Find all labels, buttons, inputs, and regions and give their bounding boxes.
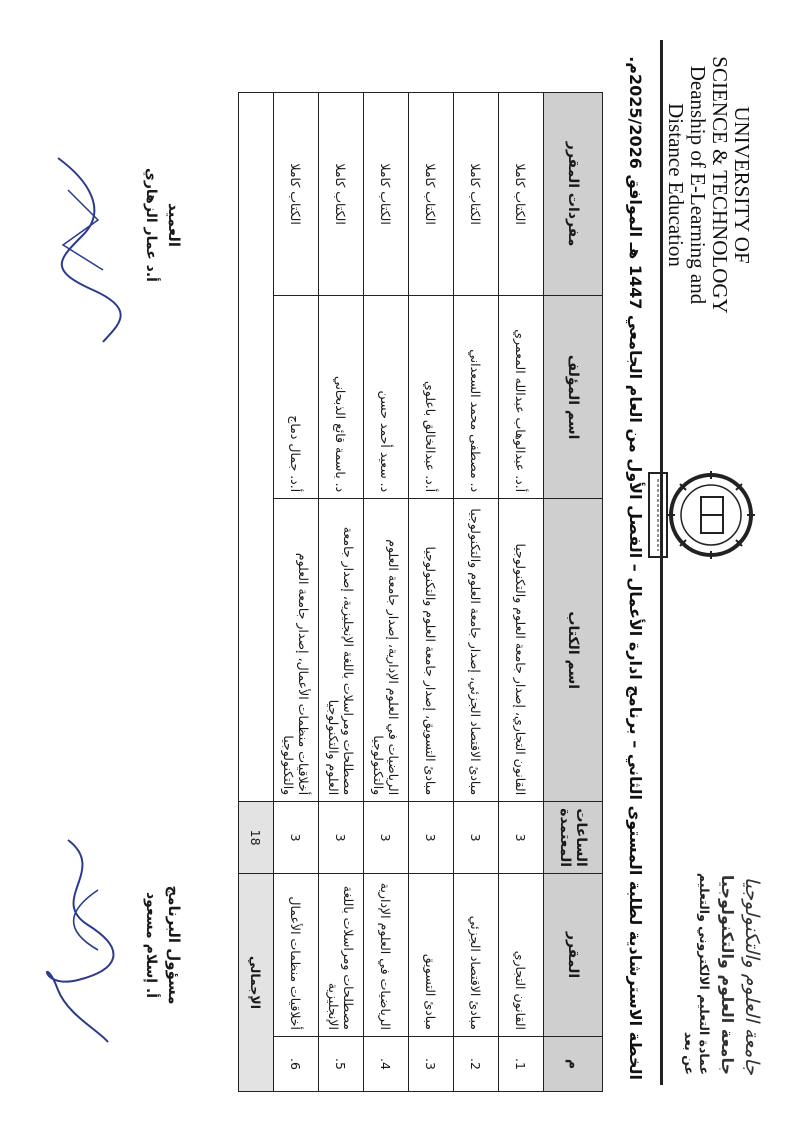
total-hours: 18 xyxy=(239,802,274,874)
cell-course: الرياضيات في العلوم الإدارية xyxy=(364,874,409,1037)
dean-role: العميد xyxy=(165,202,183,248)
cell-book: مصطلحات ومراسلات باللغة الإنجليزية، إصدار جامعة العلوم والتكنولوجيا xyxy=(319,499,364,802)
cell-course: أخلاقيات منظمات الأعمال xyxy=(274,874,319,1037)
cell-author: د. باسمة قائع الذبحاني xyxy=(319,296,364,499)
university-name-english xyxy=(665,55,753,315)
cell-book: الرياضيات في العلوم الإدارية، إصدار جامعة العلوم والتكنولوجيا xyxy=(364,499,409,802)
header-index: م xyxy=(544,1037,603,1092)
dean-signature-scribble xyxy=(38,150,128,350)
document-title: الخطة الاسترشادية لطلبة المستوى الثاني – برنامج ادارة الأعمال – الفصل الأول من العام الجامعي 1447 هـ الموافق 2025/2026م. xyxy=(626,56,645,1080)
english-line: UNIVERSITY OF xyxy=(730,106,754,264)
table-row xyxy=(319,93,364,1092)
dean-signature-block xyxy=(143,140,183,310)
total-row xyxy=(239,93,274,1092)
arabic-calligraphy: جامعة العلوم والتكنولوجيا xyxy=(741,876,763,1075)
header-divider xyxy=(660,40,663,1085)
table-header-row xyxy=(544,93,603,1092)
cell-course: القانون التجاري xyxy=(499,874,544,1037)
cell-content: الكتاب كاملا xyxy=(409,93,454,296)
cell-content: الكتاب كاملا xyxy=(454,93,499,296)
cell-content: الكتاب كاملا xyxy=(364,93,409,296)
cell-book: مبادئ التسويق، إصدار جامعة العلوم والتكنولوجيا xyxy=(409,499,454,802)
table-row xyxy=(499,93,544,1092)
coordinator-role: مسؤول البرنامج xyxy=(165,885,183,1005)
header-book: اسم الكتاب xyxy=(544,499,603,802)
arabic-header xyxy=(682,870,763,1075)
header-hours: الساعات المعتمدة xyxy=(544,802,603,874)
cell-course: مبادئ التسويق xyxy=(409,874,454,1037)
deanship-name: عمادة التعليم الالكتروني والتعليم عن بعد xyxy=(682,872,712,1075)
cell-course: مبادئ الاقتصاد الجزئي xyxy=(454,874,499,1037)
cell-hours: 3 xyxy=(319,802,364,874)
cell-hours: 3 xyxy=(409,802,454,874)
cell-author: أ.د. عبدالخالق باعلوي xyxy=(409,296,454,499)
coordinator-signature-scribble xyxy=(38,830,128,1050)
coordinator-signature-block xyxy=(143,860,183,1030)
cell-author: أ.د. جمال دماج xyxy=(274,296,319,499)
cell-book: القانون التجاري، إصدار جامعة العلوم والتكنولوجيا xyxy=(499,499,544,802)
header-course: المقرر xyxy=(544,874,603,1037)
cell-index: 1. xyxy=(499,1037,544,1092)
cell-book: أخلاقيات منظمات الأعمال، إصدار جامعة العلوم والتكنولوجيا xyxy=(274,499,319,802)
cell-index: 4. xyxy=(364,1037,409,1092)
table-row xyxy=(454,93,499,1092)
header-author: اسم المؤلف xyxy=(544,296,603,499)
cell-index: 3. xyxy=(409,1037,454,1092)
dean-name: أ.د عمار الزهاري xyxy=(143,168,159,282)
header-content: مفردات المقرر xyxy=(544,93,603,296)
cell-index: 5. xyxy=(319,1037,364,1092)
cell-content: الكتاب كاملا xyxy=(274,93,319,296)
total-label: الإجمالي xyxy=(239,874,274,1092)
cell-index: 6. xyxy=(274,1037,319,1092)
cell-book: مبادئ الاقتصاد الجزئي، إصدار جامعة العلوم والتكنولوجيا xyxy=(454,499,499,802)
english-line: Deanship of E-Learning and xyxy=(686,65,710,305)
table-row xyxy=(409,93,454,1092)
cell-content: الكتاب كاملا xyxy=(499,93,544,296)
english-line: SCIENCE & TECHNOLOGY xyxy=(708,56,732,314)
study-plan-table xyxy=(248,92,603,1092)
arabic-logotype: جامعة العلوم والتكنولوجيا xyxy=(718,874,737,1075)
english-line: Distance Education xyxy=(664,103,688,267)
cell-hours: 3 xyxy=(274,802,319,874)
cell-index: 2. xyxy=(454,1037,499,1092)
coordinator-name: أ. إسلام مسعود xyxy=(143,891,159,999)
cell-author: أ.د. عبدالوهاب عبدالله المعمري xyxy=(499,296,544,499)
total-empty xyxy=(239,93,274,802)
table-row xyxy=(274,93,319,1092)
cell-hours: 3 xyxy=(454,802,499,874)
cell-course: مصطلحات ومراسلات باللغة الإنجليزية xyxy=(319,874,364,1037)
cell-author: د. مصطفى محمد السعداني xyxy=(454,296,499,499)
cell-content: الكتاب كاملا xyxy=(319,93,364,296)
cell-hours: 3 xyxy=(499,802,544,874)
table-row xyxy=(364,93,409,1092)
cell-hours: 3 xyxy=(364,802,409,874)
cell-author: د. سعيد أحمد حسن xyxy=(364,296,409,499)
